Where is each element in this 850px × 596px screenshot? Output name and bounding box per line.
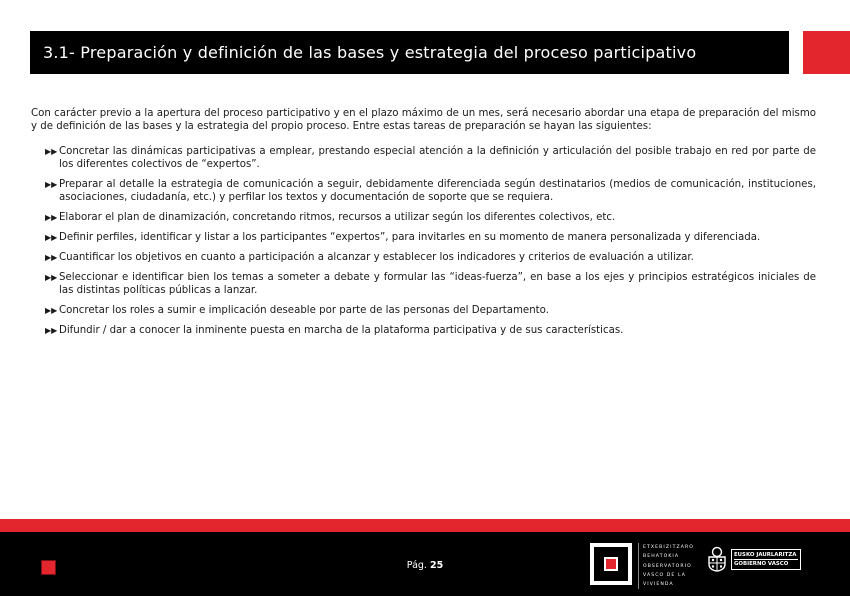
observatorio-logo-inner-square <box>604 557 618 571</box>
observatorio-wordmark: ETXEBIZITZARO BEHATOKIA OBSERVATORIO VASCO DE LA VIVIENDA <box>643 545 694 588</box>
section-title-bar <box>30 31 789 74</box>
bullet-arrow-icon: ▶▶ <box>45 213 58 222</box>
list-item: ▶▶ Seleccionar e identificar bien los temas a someter a debate y formular las “ideas-fuerza”, en base a los ejes y principios estratégicos iniciales de las distintas políticas públicas a lanzar. <box>45 272 816 296</box>
task-list <box>45 145 816 344</box>
footer-red-band <box>0 519 850 532</box>
page-number-value: 25 <box>429 560 444 571</box>
list-item: ▶▶ Preparar al detalle la estrategia de comunicación a seguir, debidamente diferenciada según destinatarios (medios de comunicación, instituciones, asociaciones, ciudadanía, etc.) y perfilar los textos y documentación de soporte que se requiera. <box>45 179 816 203</box>
bullet-arrow-icon: ▶▶ <box>45 253 58 262</box>
decorative-red-square <box>803 31 850 74</box>
list-item: ▶▶ Concretar los roles a sumir e implicación deseable por parte de las personas del Departamento. <box>45 305 549 316</box>
footer-red-square-icon <box>41 560 56 575</box>
list-item: ▶▶ Cuantificar los objetivos en cuanto a participación a alcanzar y establecer los indicadores y criterios de evaluación a utilizar. <box>45 252 694 263</box>
page-label: Pág. <box>406 560 427 571</box>
section-title: 3.1- Preparación y definición de las bases y estrategia del proceso participativo <box>43 43 697 62</box>
list-item: ▶▶ Elaborar el plan de dinamización, concretando ritmos, recursos a utilizar según los diferentes colectivos, etc. <box>45 212 616 223</box>
bullet-arrow-icon: ▶▶ <box>45 180 58 189</box>
gobierno-vasco-shield-icon <box>706 546 728 572</box>
observatorio-logo-icon <box>590 543 632 585</box>
footer-divider <box>638 543 639 589</box>
page-number <box>385 560 465 571</box>
list-item: ▶▶ Definir perfiles, identificar y listar a los participantes “expertos”, para invitarles en su momento de manera personalizada y diferenciada. <box>45 232 761 243</box>
list-item: ▶▶ Difundir / dar a conocer la inminente puesta en marcha de la plataforma participativa y de sus características. <box>45 325 624 336</box>
intro-paragraph: Con carácter previo a la apertura del proceso participativo y en el plazo máximo de un mes, será necesario abordar una etapa de preparación del mismo y de definición de las bases y la estrategia del propio proceso. Entre estas tareas de preparación se hayan las siguientes: <box>31 108 816 132</box>
list-item: ▶▶ Concretar las dinámicas participativas a emplear, prestando especial atención a la definición y articulación del posible trabajo en red por parte de los diferentes colectivos de “expertos”. <box>45 146 816 170</box>
bullet-arrow-icon: ▶▶ <box>45 147 58 156</box>
bullet-arrow-icon: ▶▶ <box>45 306 58 315</box>
bullet-arrow-icon: ▶▶ <box>45 273 58 282</box>
gobierno-vasco-wordmark: EUSKO JAURLARITZA GOBIERNO VASCO <box>731 549 801 570</box>
bullet-arrow-icon: ▶▶ <box>45 233 58 242</box>
bullet-arrow-icon: ▶▶ <box>45 326 58 335</box>
